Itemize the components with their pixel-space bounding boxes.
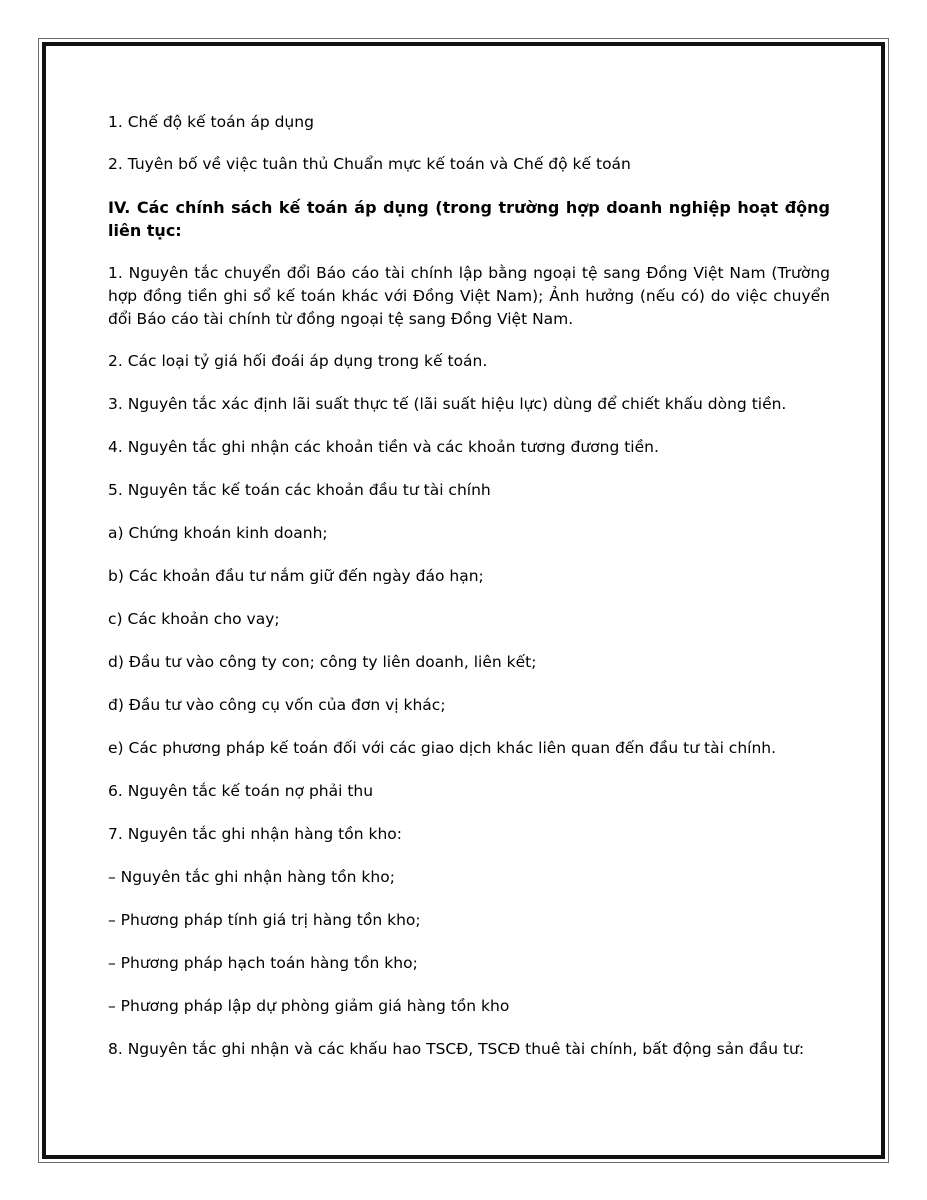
item-other-transactions: e) Các phương pháp kế toán đối với các giao dịch khác liên quan đến đầu tư tài chính. <box>108 739 777 757</box>
item-receivables: 6. Nguyên tắc kế toán nợ phải thu <box>108 782 374 800</box>
item-effective-interest: 3. Nguyên tắc xác định lãi suất thực tế (lãi suất hiệu lực) dùng để chiết khấu dòng tiền. <box>108 395 787 413</box>
item-equity-instruments: đ) Đầu tư vào công cụ vốn của đơn vị khác; <box>108 696 446 714</box>
item-inventory: 7. Nguyên tắc ghi nhận hàng tồn kho: <box>108 825 402 843</box>
item-cash-equivalents: 4. Nguyên tắc ghi nhận các khoản tiền và các khoản tương đương tiền. <box>108 438 659 456</box>
item-accounting-regime: 1. Chế độ kế toán áp dụng <box>108 113 314 131</box>
item-exchange-rates: 2. Các loại tỷ giá hối đoái áp dụng trong kế toán. <box>108 352 488 370</box>
item-fixed-assets: 8. Nguyên tắc ghi nhận và các khấu hao TSCĐ, TSCĐ thuê tài chính, bất động sản đầu tư: <box>108 1040 805 1058</box>
item-compliance-statement: 2. Tuyên bố về việc tuân thủ Chuẩn mực kế toán và Chế độ kế toán <box>108 155 631 173</box>
item-subsidiaries: d) Đầu tư vào công ty con; công ty liên doanh, liên kết; <box>108 653 537 671</box>
section-heading-iv: IV. Các chính sách kế toán áp dụng (trong trường hợp doanh nghiệp hoạt động liên tục: <box>108 198 830 240</box>
item-inventory-valuation: – Phương pháp tính giá trị hàng tồn kho; <box>108 911 421 929</box>
item-held-to-maturity: b) Các khoản đầu tư nắm giữ đến ngày đáo hạn; <box>108 567 484 585</box>
item-financial-investments: 5. Nguyên tắc kế toán các khoản đầu tư tài chính <box>108 481 491 499</box>
item-inventory-recognition: – Nguyên tắc ghi nhận hàng tồn kho; <box>108 868 395 886</box>
item-trading-securities: a) Chứng khoán kinh doanh; <box>108 524 328 542</box>
item-currency-conversion: 1. Nguyên tắc chuyển đổi Báo cáo tài chính lập bằng ngoại tệ sang Đồng Việt Nam (Trường hợp đồng tiền ghi sổ kế toán khác với Đồng Việt Nam); Ảnh hưởng (nếu có) do việc chuyển đổi Báo cáo tài chính từ đồng ngoại tệ sang Đồng Việt Nam. <box>108 264 830 328</box>
item-inventory-provision: – Phương pháp lập dự phòng giảm giá hàng tồn kho <box>108 997 510 1015</box>
item-inventory-accounting: – Phương pháp hạch toán hàng tồn kho; <box>108 954 418 972</box>
item-loans: c) Các khoản cho vay; <box>108 610 280 628</box>
